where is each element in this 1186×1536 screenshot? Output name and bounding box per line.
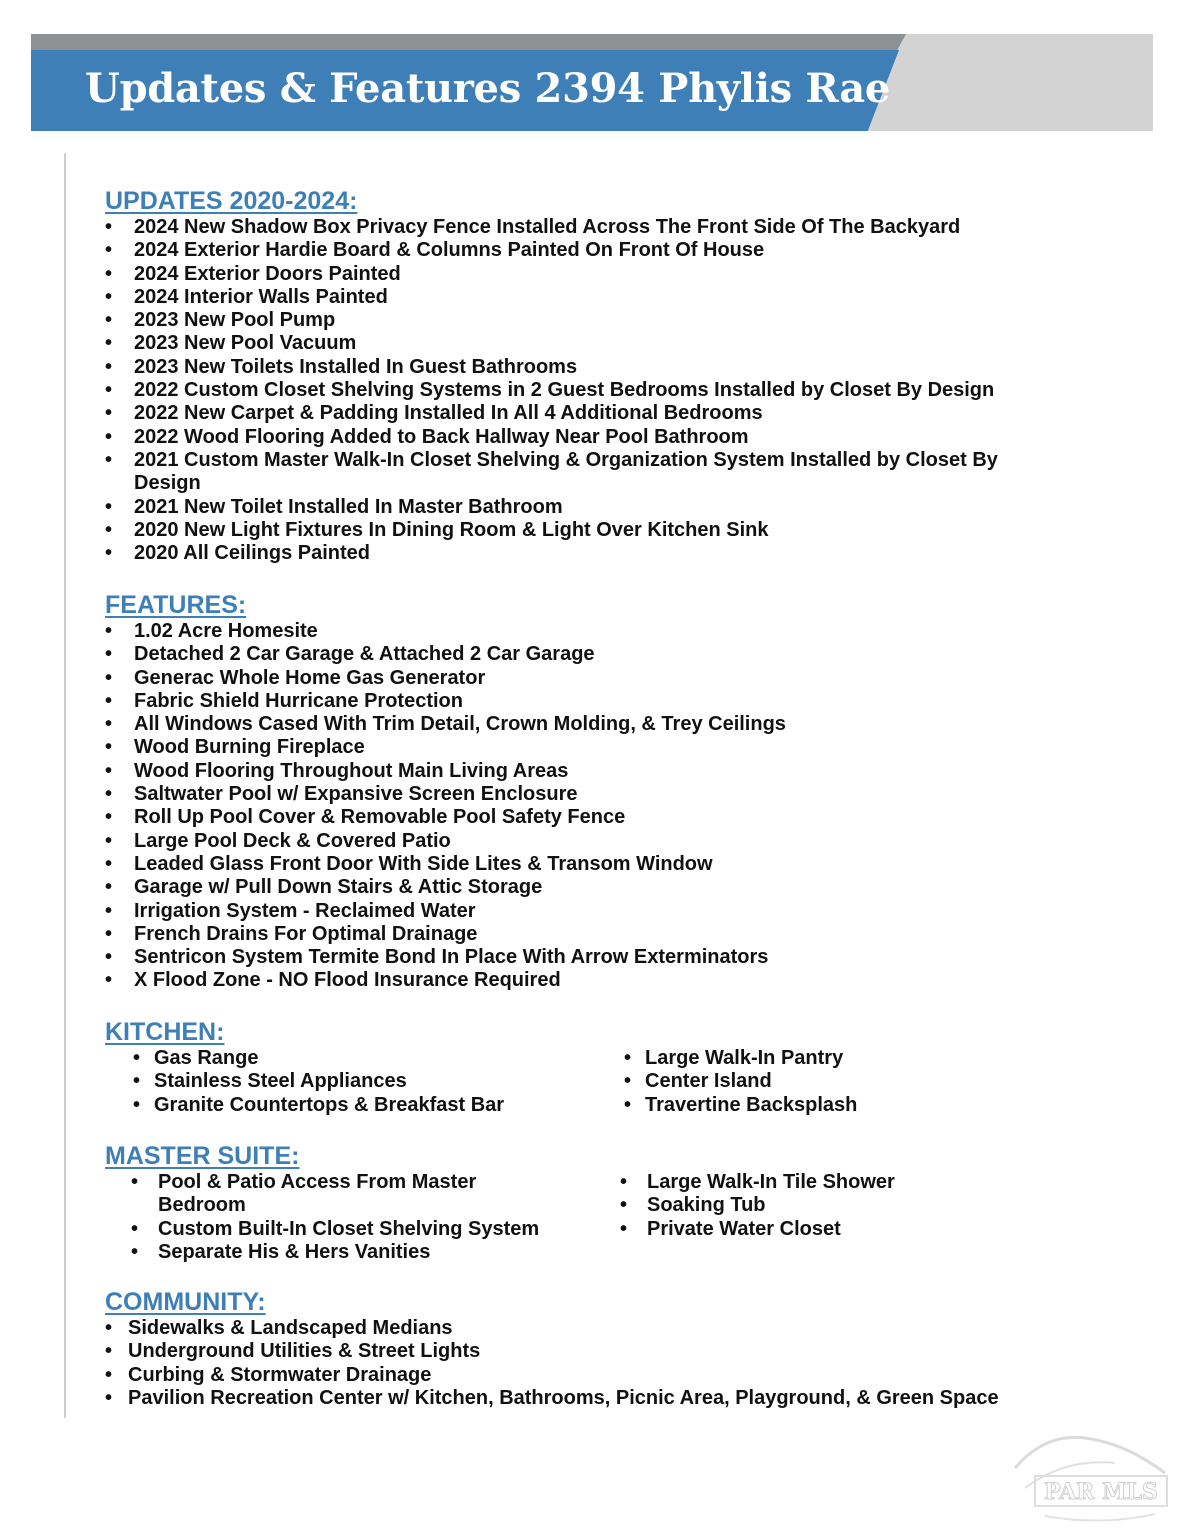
- list-item: • Roll Up Pool Cover & Removable Pool Safety Fence: [134, 806, 1064, 829]
- list-item: • Large Pool Deck & Covered Patio: [134, 830, 1064, 853]
- features-heading: FEATURES:: [105, 591, 247, 619]
- list-item: • Soaking Tub: [647, 1194, 1067, 1217]
- list-item: • Leaded Glass Front Door With Side Lites & Transom Window: [134, 853, 1064, 876]
- community-list: [128, 1317, 1088, 1410]
- list-item: • 2024 Exterior Doors Painted: [134, 263, 1064, 286]
- list-item: • 1.02 Acre Homesite: [134, 620, 1064, 643]
- list-item: • Curbing & Stormwater Drainage: [128, 1364, 1088, 1387]
- list-item: • Garage w/ Pull Down Stairs & Attic Storage: [134, 876, 1064, 899]
- list-item: • Wood Burning Fireplace: [134, 736, 1064, 759]
- list-item: • Gas Range: [154, 1047, 574, 1070]
- list-item: • Sidewalks & Landscaped Medians: [128, 1317, 1088, 1340]
- list-item: • Large Walk-In Tile Shower: [647, 1171, 1067, 1194]
- list-item: • Separate His & Hers Vanities: [158, 1241, 518, 1264]
- list-item: • Underground Utilities & Street Lights: [128, 1340, 1088, 1363]
- list-item: • 2022 Custom Closet Shelving Systems in 2 Guest Bedrooms Installed by Closet By Design: [134, 379, 1064, 402]
- list-item: • 2023 New Toilets Installed In Guest Bathrooms: [134, 356, 1064, 379]
- community-heading: COMMUNITY:: [105, 1288, 266, 1316]
- list-item: • 2020 All Ceilings Painted: [134, 542, 1064, 565]
- list-item: • Fabric Shield Hurricane Protection: [134, 690, 1064, 713]
- list-item: • Saltwater Pool w/ Expansive Screen Enclosure: [134, 783, 1064, 806]
- list-item: • 2024 Exterior Hardie Board & Columns Painted On Front Of House: [134, 239, 1064, 262]
- list-item: • Wood Flooring Throughout Main Living Areas: [134, 760, 1064, 783]
- list-item: • 2023 New Pool Vacuum: [134, 332, 1064, 355]
- logo-text: PAR MLS: [1044, 1479, 1158, 1505]
- master-suite-heading: MASTER SUITE:: [105, 1142, 300, 1170]
- list-item: • 2022 Wood Flooring Added to Back Hallway Near Pool Bathroom: [134, 426, 1064, 449]
- list-item: • 2024 New Shadow Box Privacy Fence Installed Across The Front Side Of The Backyard: [134, 216, 1064, 239]
- kitchen-list-left: [154, 1047, 574, 1117]
- list-item: • Stainless Steel Appliances: [154, 1070, 574, 1093]
- logo-swoosh: [1015, 1437, 1165, 1473]
- list-item: • Detached 2 Car Garage & Attached 2 Car Garage: [134, 643, 1064, 666]
- list-item: • Irrigation System - Reclaimed Water: [134, 900, 1064, 923]
- list-item: • 2023 New Pool Pump: [134, 309, 1064, 332]
- list-item: • 2022 New Carpet & Padding Installed In All 4 Additional Bedrooms: [134, 402, 1064, 425]
- updates-list: [134, 216, 1064, 565]
- list-item: • Center Island: [645, 1070, 1065, 1093]
- features-list: [134, 620, 1064, 993]
- list-item: • X Flood Zone - NO Flood Insurance Required: [134, 969, 1064, 992]
- list-item: • Custom Built-In Closet Shelving System: [158, 1218, 518, 1241]
- left-divider-line: [64, 153, 66, 1418]
- kitchen-list-right: [645, 1047, 1065, 1117]
- list-item: • Travertine Backsplash: [645, 1094, 1065, 1117]
- list-item: • French Drains For Optimal Drainage: [134, 923, 1064, 946]
- list-item: • 2021 Custom Master Walk-In Closet Shelving & Organization System Installed by Closet By Design: [134, 449, 1064, 496]
- mls-watermark-logo: [1005, 1428, 1177, 1528]
- list-item: • Pavilion Recreation Center w/ Kitchen, Bathrooms, Picnic Area, Playground, & Green Space: [128, 1387, 1088, 1410]
- list-item: • 2020 New Light Fixtures In Dining Room & Light Over Kitchen Sink: [134, 519, 1064, 542]
- list-item: • 2024 Interior Walls Painted: [134, 286, 1064, 309]
- list-item: • Granite Countertops & Breakfast Bar: [154, 1094, 574, 1117]
- list-item: • Large Walk-In Pantry: [645, 1047, 1065, 1070]
- logo-swoosh: [1045, 1514, 1155, 1521]
- kitchen-heading: KITCHEN:: [105, 1018, 225, 1046]
- updates-heading: UPDATES 2020-2024:: [105, 187, 358, 215]
- header-accent-strip: [31, 34, 906, 50]
- master-suite-list-left: [158, 1171, 540, 1264]
- page-title: Updates & Features 2394 Phylis Rae: [85, 65, 891, 112]
- list-item: • All Windows Cased With Trim Detail, Crown Molding, & Trey Ceilings: [134, 713, 1064, 736]
- list-item: • 2021 New Toilet Installed In Master Bathroom: [134, 496, 1064, 519]
- list-item: • Generac Whole Home Gas Generator: [134, 667, 1064, 690]
- list-item: • Pool & Patio Access From Master Bedroom: [158, 1171, 518, 1218]
- list-item: • Sentricon System Termite Bond In Place With Arrow Exterminators: [134, 946, 1064, 969]
- master-suite-list-right: [647, 1171, 1067, 1241]
- list-item: • Private Water Closet: [647, 1218, 1067, 1241]
